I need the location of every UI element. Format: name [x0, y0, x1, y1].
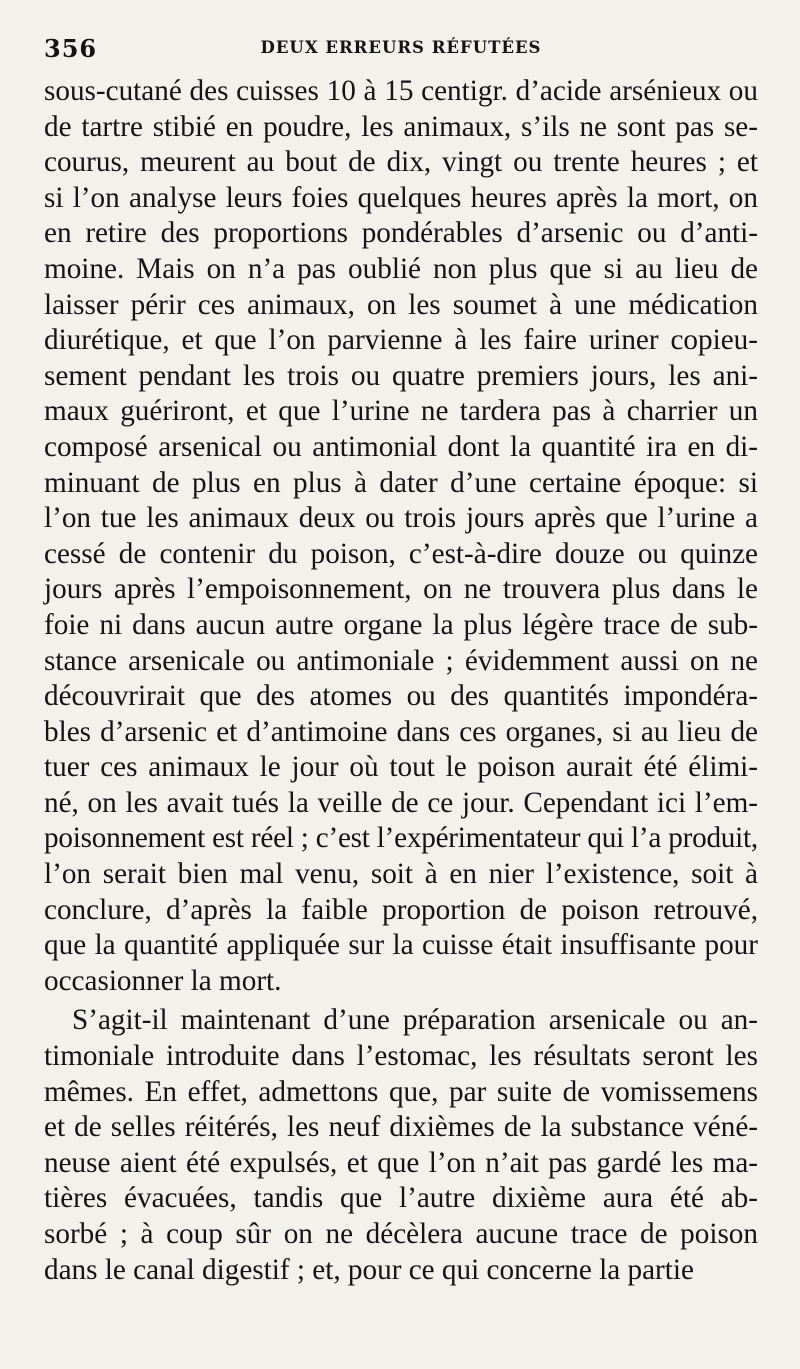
- paragraph: [44, 74, 758, 999]
- text-line: cessé de contenir du poison, c’est-à-dire douze ou quinze: [44, 537, 758, 570]
- text-line: conclure, d’après la faible proportion de poison retrouvé,: [44, 893, 758, 926]
- text-line: S’agit-il maintenant d’une préparation arsenicale ou an-: [72, 1004, 758, 1037]
- text-line: timoniale introduite dans l’estomac, les résultats seront les: [44, 1040, 758, 1073]
- text-line: laisser périr ces animaux, on les soumet à une médication: [44, 288, 758, 321]
- text-line: maux guériront, et que l’urine ne tardera pas à charrier un: [44, 395, 758, 428]
- text-line: mêmes. En effet, admettons que, par suite de vomissemens: [44, 1075, 758, 1108]
- text-line: découvrirait que des atomes ou des quantités impondéra-: [44, 680, 758, 713]
- text-line: sous-cutané des cuisses 10 à 15 centigr. d’acide arsénieux ou: [44, 75, 758, 107]
- text-line: que la quantité appliquée sur la cuisse était insuffisante pour: [44, 929, 758, 962]
- text-line: si l’on analyse leurs foies quelques heures après la mort, on: [44, 181, 758, 214]
- text-line: tuer ces animaux le jour où tout le poison aurait été élimi-: [44, 751, 758, 784]
- text-line: bles d’arsenic et d’antimoine dans ces organes, si au lieu de: [44, 715, 758, 748]
- text-line: moine. Mais on n’a pas oublié non plus que si au lieu de: [44, 252, 758, 285]
- text-line: diurétique, et que l’on parvienne à les faire uriner copieu-: [44, 324, 758, 357]
- text-line: courus, meurent au bout de dix, vingt ou trente heures ; et: [44, 146, 758, 179]
- text-line: dans le canal digestif ; et, pour ce qui concerne la partie: [44, 1253, 694, 1286]
- text-line: poisonnement est réel ; c’est l’expérimentateur qui l’a produit,: [44, 822, 758, 855]
- body-text: [44, 74, 758, 1288]
- paragraph: [44, 1003, 758, 1288]
- text-line: foie ni dans aucun autre organe la plus légère trace de sub-: [44, 608, 758, 641]
- text-line: de tartre stibié en poudre, les animaux, s’ils ne sont pas se-: [44, 110, 758, 143]
- text-line: l’on serait bien mal venu, soit à en nier l’existence, soit à: [44, 858, 758, 891]
- text-line: jours après l’empoisonnement, on ne trouvera plus dans le: [44, 573, 758, 606]
- text-line: minuant de plus en plus à dater d’une certaine époque: si: [44, 466, 758, 499]
- text-line: né, on les avait tués la veille de ce jour. Cependant ici l’em-: [44, 786, 758, 819]
- page-number: 356: [44, 34, 98, 63]
- text-line: neuse aient été expulsés, et que l’on n’ait pas gardé les ma-: [44, 1146, 758, 1179]
- text-line: en retire des proportions pondérables d’arsenic ou d’anti-: [44, 217, 758, 250]
- running-title: DEUX ERREURS RÉFUTÉES: [260, 38, 542, 57]
- text-line: sement pendant les trois ou quatre premiers jours, les ani-: [44, 359, 758, 392]
- running-head: [44, 30, 758, 70]
- text-line: sorbé ; à coup sûr on ne décèlera aucune trace de poison: [44, 1218, 758, 1250]
- text-line: tières évacuées, tandis que l’autre dixième aura été ab-: [44, 1182, 758, 1215]
- text-line: occasionner la mort.: [44, 964, 282, 997]
- text-line: l’on tue les animaux deux ou trois jours après que l’urine a: [44, 502, 758, 535]
- text-line: et de selles réitérés, les neuf dixièmes de la substance véné-: [44, 1111, 758, 1144]
- text-line: stance arsenicale ou antimoniale ; évidemment aussi on ne: [44, 644, 758, 677]
- text-line: composé arsenical ou antimonial dont la quantité ira en di-: [44, 430, 758, 463]
